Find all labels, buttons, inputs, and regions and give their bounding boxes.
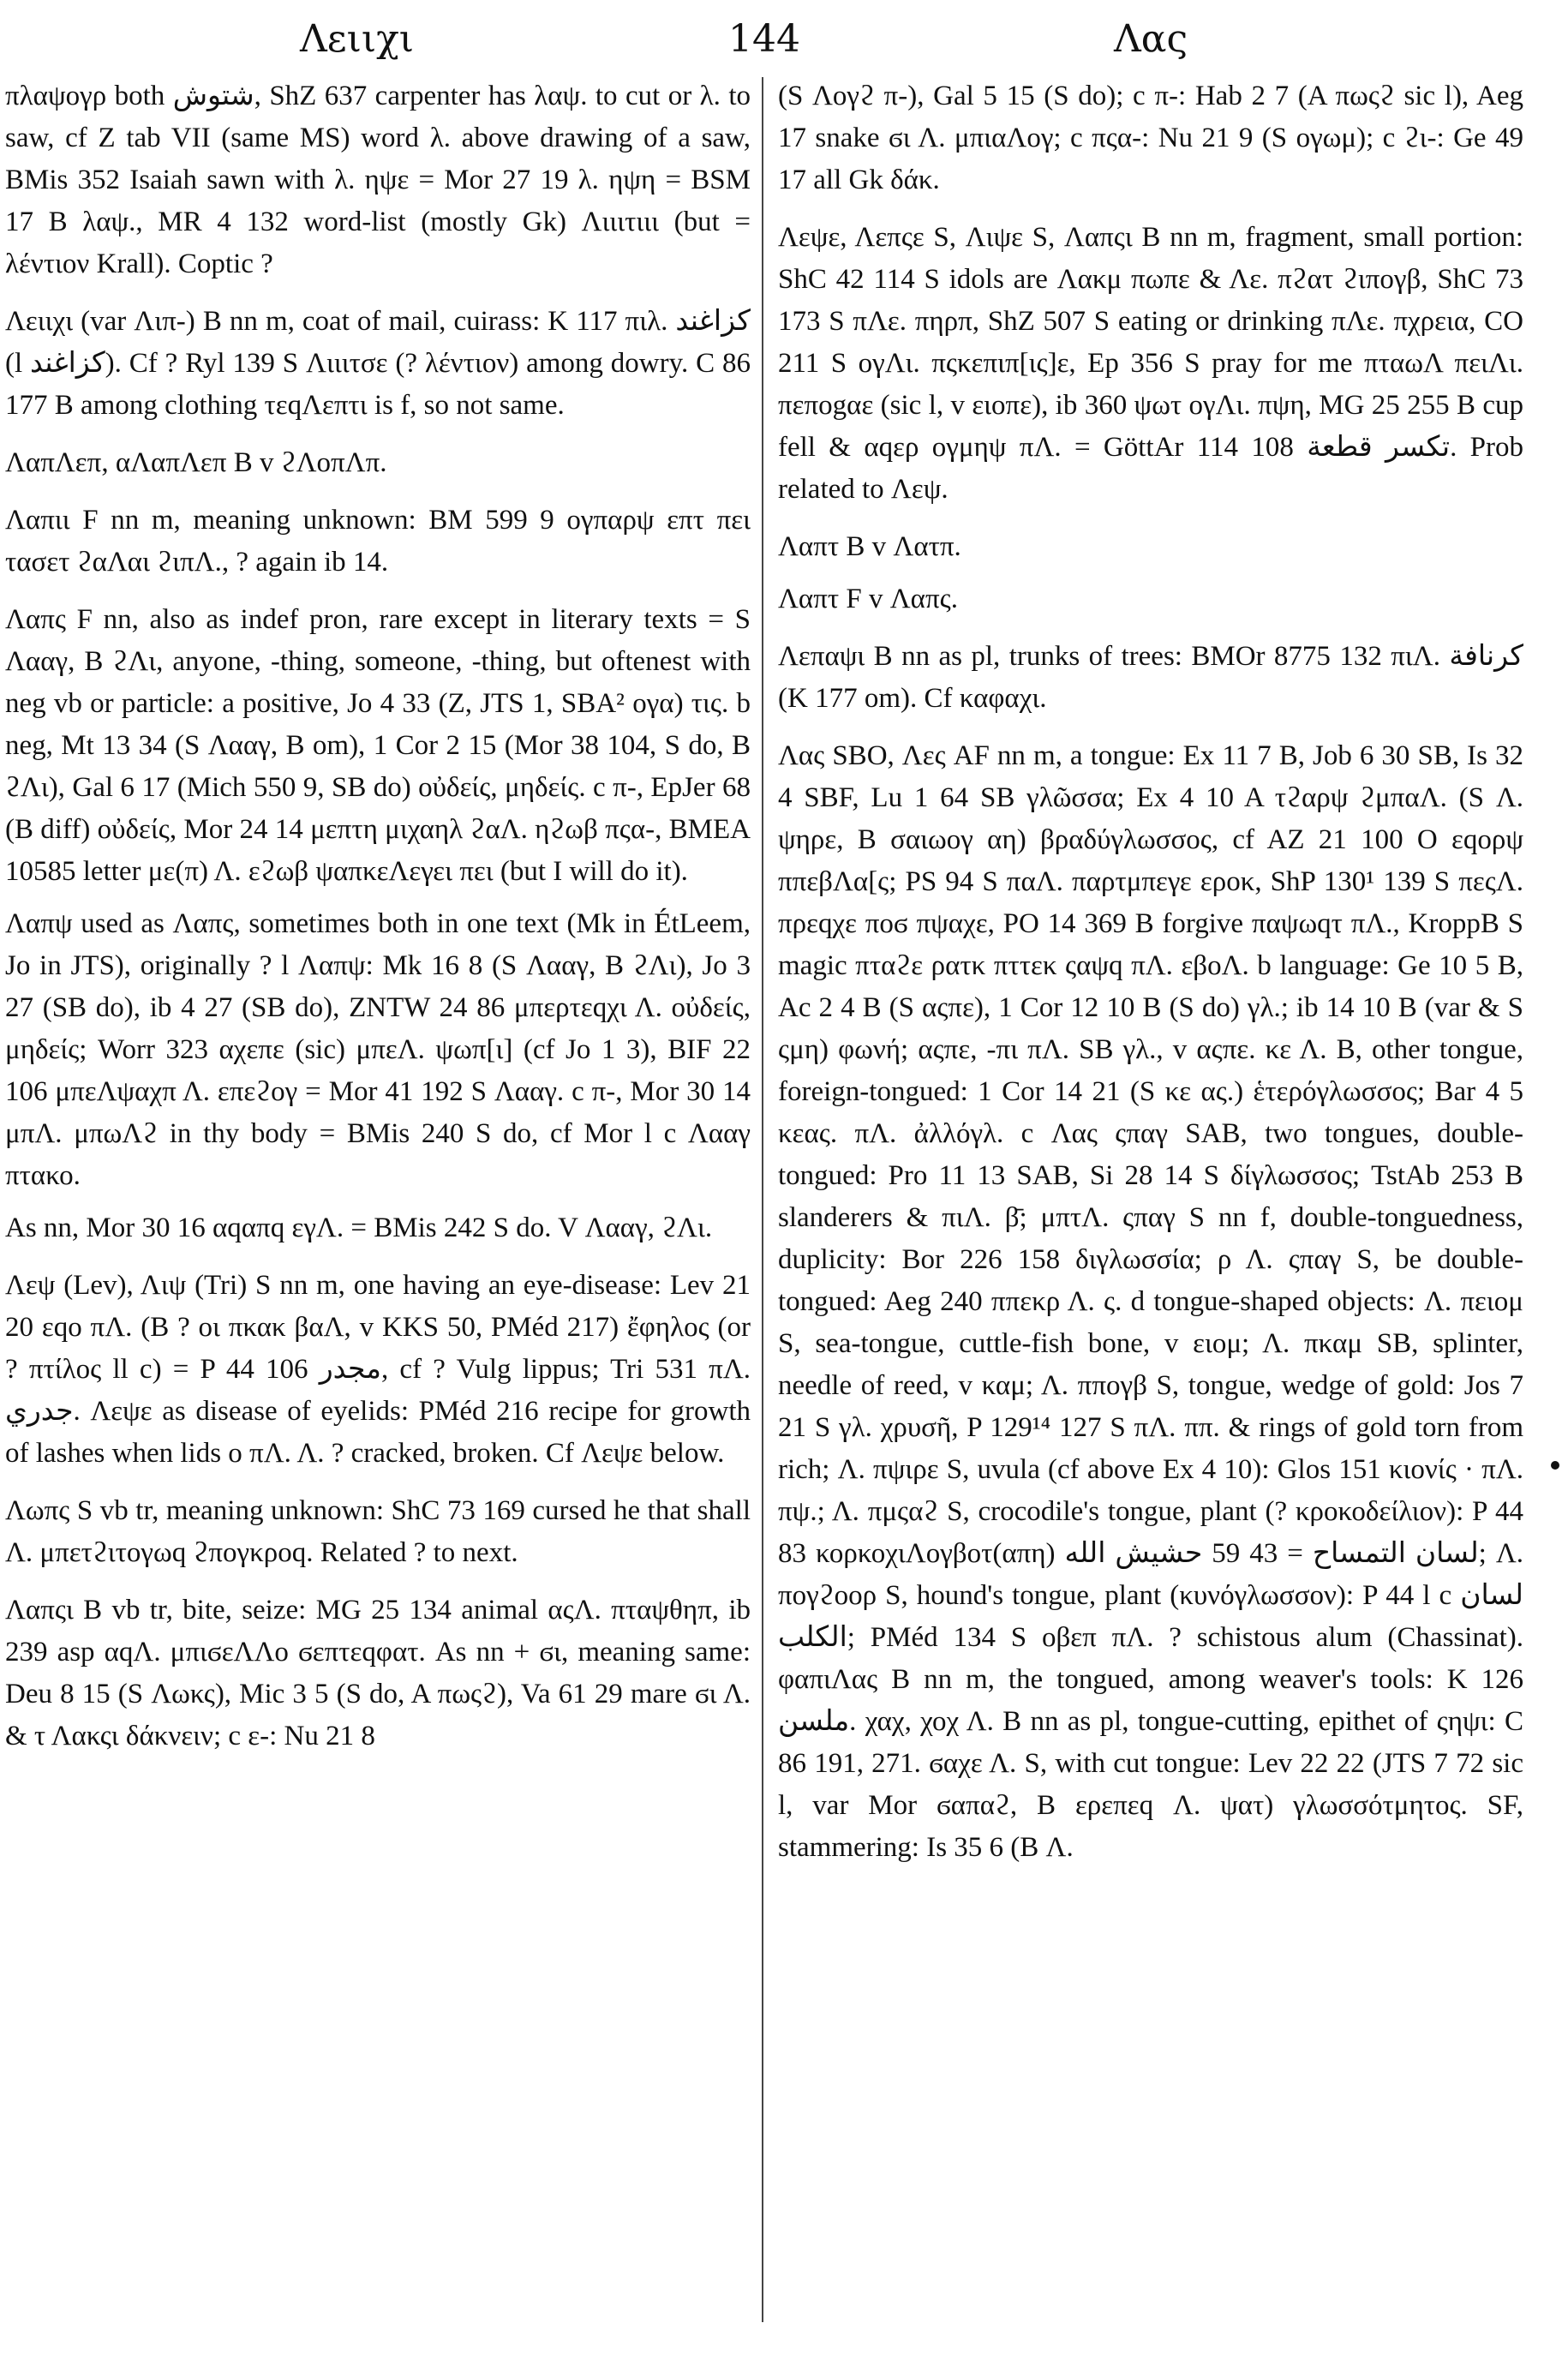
entry-lepse: Λεψε, Λεπςε S, Λιψε S, Λαπςι B nn m, fragment, small portion: ShC 42 114 S idols are Λακμ πωπε & Λε. πϩατ ϩιπογβ, ShC 73 173 S πΛε. πηρπ, ShZ 507 S eating or drinking πΛε. πχρεια, CO 211 S ογΛι. πςκεπιπ[ις]ε, Ep 356 S pray for me πταωΛ πειΛι. πεποgαε (sic l, v ειοπε), ib 360 ψωτ ογΛι. πψη, MG 25 255 B cup fell & αqερ ογμηψ πΛ. = GöttAr 114 108 تكسر قطعة. Prob related to Λεψ. — [778, 222, 1524, 505]
entry-lepashi: Λεπαψι B nn as pl, trunks of trees: BMOr 8775 132 πιΛ. كرنافة (K 177 om). Cf καφαχι. — [778, 641, 1523, 714]
entry-laps-variant: Λαπψ used as Λαπς, sometimes both in one text (Mk in ÉtLeem, Jo in JTS), originally ? l Λαπψ: Mk 16 8 (S Λααγ, B ϩΛι), Jo 3 27 (SB do), ib 4 27 (SB do), ZNTW 24 86 μπερτεqχι Λ. οὐδείς, μηδείς; Worr 323 αχεπε (sic) μπεΛ. ψωπ[ι] (cf Jo 1 3), BIF 22 106 μπεΛψαχπ Λ. επεϩογ = Mor 41 192 S Λααγ. c π-, Mor 30 14 μπΛ. μπωΛϩ in thy body = BMis 240 S do, cf Mor l c Λααγ πτακο. — [5, 908, 751, 1191]
entry-las: Λας SBO, Λες AF nn m, a tongue: Ex 11 7 B, Job 6 30 SB, Is 32 4 SBF, Lu 1 64 SB γλῶσσα; Ex 4 10 A τϩαρψ ϩμπαΛ. (S Λ. ψηρε, B σαιωογ αη) βραδύγλωσσος, cf AZ 21 100 O εqορψ ππεβΛα[ς; PS 94 S παΛ. παρτμπεγε ερoκ, ShP 130¹ 139 S πεςΛ. πρεqχε ποϭ πψαχε, PO 14 369 B forgive παψωqτ πΛ., KroppB S magic πταϩε ρατκ πττεκ ςαψq πΛ. εβοΛ. b language: Ge 10 5 B, Ac 2 4 B (S αςπε), 1 Cor 12 10 B (S do) γλ.; ib 14 10 B (var & S ςμη) φωνή; αςπε, -πι πΛ. SB γλ., v αςπε. κε Λ. B, other tongue, foreign-tongued: 1 Cor 14 21 (S κε ας.) ἑτερόγλωσσος; Bar 4 5 κεας. πΛ. ἀλλόγλ. c Λας ςπαγ SAB, two tongues, double-tongued: Pro 11 13 SAB, Si 28 14 S δίγλωσσος; TstAb 253 B slanderers & πιΛ. β̄; μπτΛ. ςπαγ S nn f, double-tonguedness, duplicity: Bor 226 158 διγλωσσία; ρ Λ. ςπαγ S, be double-tongued: Aeg 240 ππεκρ Λ. ς. d tongue-shaped objects: Λ. πειομ S, sea-tongue, cuttle-fish bone, v ειομ; Λ. πκαμ SB, splinter, needle of reed, v καμ; Λ. ππογβ S, tongue, wedge of gold: Jos 7 21 S γλ. χρυσῆ, P 129¹⁴ 127 S πΛ. ππ. & rings of gold torn from rich; Λ. πψιρε S, uvula (cf above Ex 4 10): Glos 151 κιονίς · πΛ. πψ.; Λ. πμςαϩ S, crocodile's tongue, plant (? κροκοδείλιον): P 44 83 κορκοχιΛογβοτ(απη) لسان التمساح = 43 59 حشيش الله; Λ. πογϩοορ S, hound's tongue, plant (κυνόγλωσσον): P 44 l c لسان الكلب; PMéd 134 S οβεπ πΛ. ? schistous alum (Chassinat). φαπιΛας B nn m, the tongued, among weaver's tools: K 126 ملسن. χαχ, χοχ Λ. B nn as pl, tongue-cutting, epithet of ςηψι: C 86 191, 271. ϭαχε Λ. S, with cut tongue: Lev 22 22 (JTS 7 72 sic l, var Mor ϭαπαϩ, B ερεπεq Λ. ψατ) γλωσσότμητος. SF, stammering: Is 35 6 (B Λ. — [778, 740, 1523, 1863]
entry-lapti: Λαπτ F v Λαπς. — [778, 584, 958, 614]
entry-leps: Λεψ (Lev), Λιψ (Tri) S nn m, one having an eye-disease: Lev 21 20 εqο πΛ. (B ? οι πκακ βαΛ, v KKS 50, PMéd 217) ἔφηλος (or ? πτίλος ll c) = P 44 106 مجدر, cf ? Vulg lippus; Tri 531 πΛ. جدري. Λεψε as disease of eyelids: PMéd 216 recipe for growth of lashes when lids ο πΛ. Λ. ? cracked, broken. Cf Λεψε below. — [5, 1270, 751, 1469]
left-column — [5, 75, 751, 1768]
entry-lapt: Λαπτ B v Λατπ. — [778, 531, 961, 562]
right-column — [778, 75, 1523, 1879]
entry-continuation: (S Λογϩ π-), Gal 5 15 (S do); c π-: Hab 2 7 (A πωςϩ sic l), Aeg 17 snake ϭι Λ. μπιαΛογ; c πςα-: Nu 21 9 (S ογωμ); c ϩι-: Ge 49 17 all Gk δάκ. — [778, 81, 1523, 195]
running-head-right: Λας — [1114, 17, 1188, 61]
entry-laps-noun: As nn, Mor 30 16 αqαπq εγΛ. = BMis 242 S do. V Λααγ, ϩΛι. — [5, 1212, 713, 1243]
margin-dot — [1551, 1461, 1559, 1470]
entry-lapsi: Λαπςι B vb tr, bite, seize: MG 25 134 animal αςΛ. πταψθηπ, ib 239 asp αqΛ. μπιϭεΛΛο ϭεπτεqφατ. As nn + ϭι, meaning same: Deu 8 15 (S Λωκς), Mic 3 5 (S do, A πωςϩ), Va 61 29 mare ϭι Λ. & τ Λακςι δάκνειν; c ε-: Nu 21 8 — [5, 1595, 751, 1751]
entry-lapni: Λαπιι F nn m, meaning unknown: BM 599 9 ογπαρψ επτ πει τασετ ϩαΛαι ϩιπΛ., ? again ib 14. — [5, 505, 751, 578]
entry-laplep: ΛαπΛεπ, αΛαπΛεπ B v ϩΛοπΛπ. — [5, 447, 387, 478]
entry-laps: Λαπς F nn, also as indef pron, rare except in literary texts = S Λααγ, B ϩΛι, anyone, -thing, someone, -thing, but oftenest with neg vb or particle: a positive, Jo 4 33 (Z, JTS 1, SBA² ογα) τις. b neg, Mt 13 34 (S Λααγ, B om), 1 Cor 2 15 (Mor 38 104, S do, B ϩΛι), Gal 6 17 (Mich 550 9, SB do) οὐδείς, μηδείς. c π-, EpJer 68 (B diff) οὐδείς, Mor 24 14 μεπτη μιχαηλ ϩαΛ. ηϩωβ πςα-, BMEA 10585 letter με(π) Λ. εϩωβ ψαπκεΛεγει πει (but I will do it). — [5, 604, 751, 887]
entry-continuation: πλαψογρ both شتوش, ShZ 637 carpenter has λαψ. to cut or λ. to saw, cf Z tab VII (same MS) word λ. above drawing of a saw, BMis 352 Isaiah sawn with λ. ηψε = Mor 27 19 λ. ηψη = BSM 17 B λαψ., MR 4 132 word-list (mostly Gk) Λιιιτιιι (but = λέντιον Krall). Coptic ? — [5, 81, 751, 279]
column-divider — [762, 77, 763, 2322]
running-head-left: Λειιχι — [300, 17, 414, 61]
page-number: 144 — [728, 17, 800, 61]
entry-lenchi: Λειιχι (var Λιπ-) B nn m, coat of mail, cuirass: K 117 πιλ. كزاغند (l كزاغند). Cf ? Ryl 139 S Λιιιτσε (? λέντιον) among dowry. C 86 177 B among clothing τεqΛεπτι is f, so not same. — [5, 306, 751, 421]
entry-lops: Λωπς S vb tr, meaning unknown: ShC 73 169 cursed he that shall Λ. μπετϩιτογωq ϩπογκροq. Related ? to next. — [5, 1495, 751, 1568]
